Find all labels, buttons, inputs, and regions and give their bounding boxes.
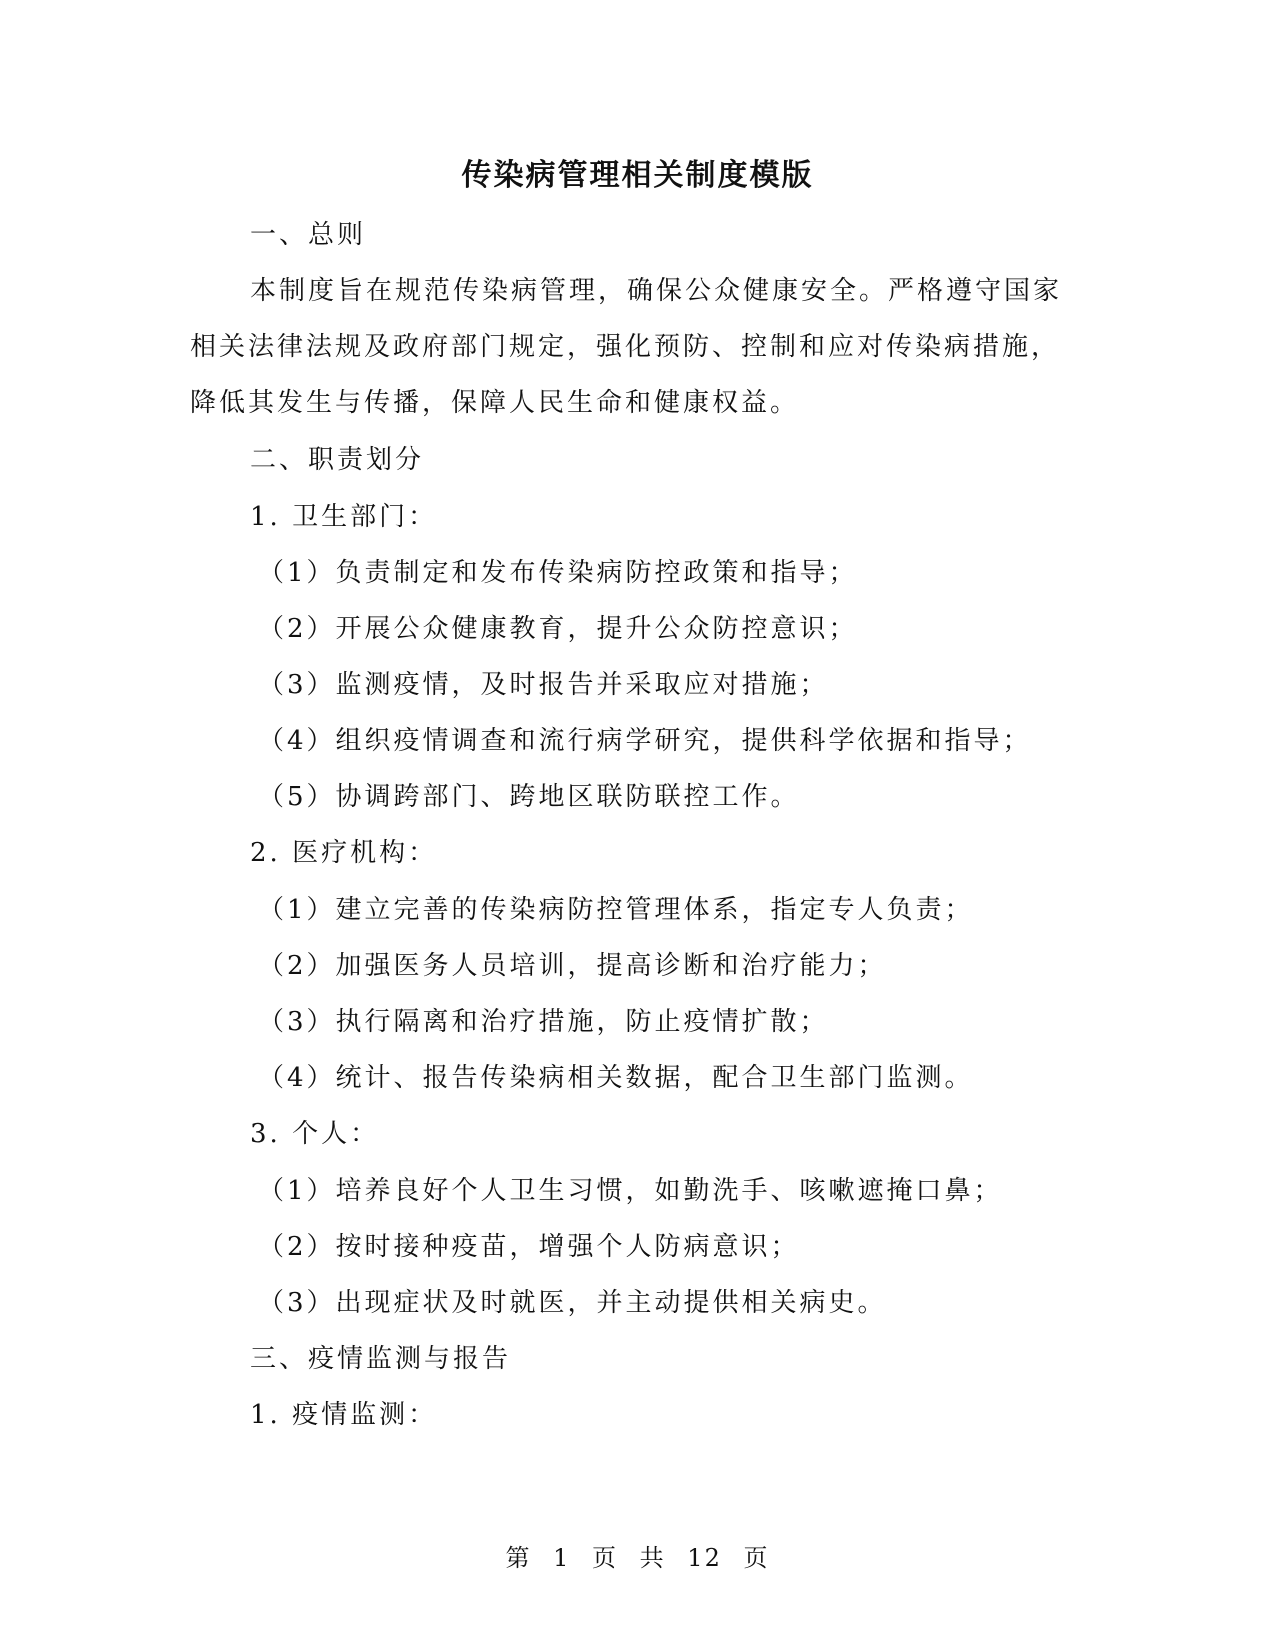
list-item: （3）出现症状及时就医，并主动提供相关病史。 (258, 1288, 887, 1318)
list-item: （2）开展公众健康教育，提升公众防控意识； (258, 614, 858, 644)
list-item: （2）加强医务人员培训，提高诊断和治疗能力； (258, 951, 887, 981)
list-item: （3）监测疫情，及时报告并采取应对措施； (258, 670, 829, 700)
page-number-footer: 第 1 页 共 12 页 (505, 1544, 770, 1572)
list-item: （4）统计、报告传染病相关数据，配合卫生部门监测。 (258, 1063, 974, 1093)
list-item: （1）培养良好个人卫生习惯，如勤洗手、咳嗽遮掩口鼻； (258, 1176, 1003, 1206)
paragraph-line: 降低其发生与传播，保障人民生命和健康权益。 (190, 388, 800, 418)
list-item: （4）组织疫情调查和流行病学研究，提供科学依据和指导； (258, 726, 1032, 756)
subsection-heading-medical: 2. 医疗机构： (250, 838, 438, 868)
section-heading-responsibilities: 二、职责划分 (250, 445, 425, 475)
subsection-heading-epidemic-monitoring: 1. 疫情监测： (250, 1400, 438, 1430)
list-item: （3）执行隔离和治疗措施，防止疫情扩散； (258, 1007, 829, 1037)
subsection-heading-health-dept: 1. 卫生部门： (250, 502, 438, 532)
list-item: （1）负责制定和发布传染病防控政策和指导； (258, 558, 858, 588)
section-heading-general: 一、总则 (250, 220, 367, 250)
paragraph-line: 相关法律法规及政府部门规定，强化预防、控制和应对传染病措施， (190, 332, 1061, 362)
list-item: （5）协调跨部门、跨地区联防联控工作。 (258, 782, 800, 812)
list-item: （2）按时接种疫苗，增强个人防病意识； (258, 1232, 800, 1262)
section-heading-monitoring: 三、疫情监测与报告 (250, 1344, 512, 1374)
paragraph-line: 本制度旨在规范传染病管理，确保公众健康安全。严格遵守国家 (250, 276, 1063, 306)
list-item: （1）建立完善的传染病防控管理体系，指定专人负责； (258, 895, 974, 925)
subsection-heading-individual: 3. 个人： (250, 1119, 380, 1149)
document-title: 传染病管理相关制度模版 (461, 158, 814, 193)
